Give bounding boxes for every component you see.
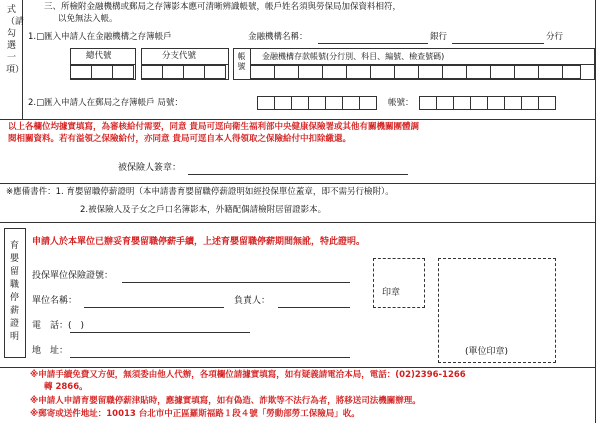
option2-label[interactable]: 2.□匯入申請人在郵局之存簿帳戶 局號： xyxy=(28,98,183,108)
divider xyxy=(0,119,596,120)
consent-notice-cont: 閱相關資料。若有溢領之保險給付，亦同意 貴局可逕自本人得領取之保險給付中扣除繳還。 xyxy=(8,134,351,144)
insurance-no-label: 投保單位保險證號： xyxy=(32,271,114,281)
method-vertical-label: 式（請勾選一項） xyxy=(6,5,25,75)
address-label: 地 址： xyxy=(32,346,69,356)
footer-note-3: ※郵寄或送件地址：10013 台北市中正區羅斯福路１段４號「勞動部勞工保險局」收。 xyxy=(30,409,360,419)
certificate-vertical-label: 育嬰留職停薪證明 xyxy=(9,241,19,342)
divider xyxy=(0,222,596,223)
account-input[interactable] xyxy=(251,65,581,79)
person-in-charge-label: 負責人： xyxy=(234,296,271,306)
footer-note-2: ※申請人申請育嬰留職停薪津貼時，應據實填寫，如有偽造、詐欺等不法行為者，將移送司法機關辦理。 xyxy=(30,396,421,406)
certificate-statement: 申請人於本單位已辦妥育嬰留職停薪手續，上述育嬰留職停薪期間無訛，特此證明。 xyxy=(32,237,366,247)
bank-name-field[interactable] xyxy=(318,43,428,44)
head-office-code-input[interactable] xyxy=(71,65,134,79)
item3-text-cont: 以免無法入帳。 xyxy=(58,14,118,24)
responsible-stamp-box[interactable] xyxy=(373,258,425,308)
consent-notice: 以上各欄位均據實填寫，為審核給付需要，同意 貴局可逕向衛生福利部中央健康保險署或其他有關機關團體調 xyxy=(8,122,419,132)
unit-name-label: 單位名稱： xyxy=(32,296,78,306)
branch-code-label: 分支代號 xyxy=(162,51,197,61)
divider xyxy=(0,367,596,368)
branch-name-field[interactable] xyxy=(452,43,544,44)
unit-name-field[interactable] xyxy=(84,307,224,308)
post-account-input[interactable] xyxy=(420,96,556,110)
head-office-code-label: 總代號 xyxy=(86,51,112,61)
attachments-item2: 2.被保險人及子女之戶口名簿影本，外籍配偶請檢附居留證影本。 xyxy=(80,205,327,215)
divider xyxy=(0,183,596,184)
attachments-title: ※應備書件：1. 育嬰留職停薪證明（本申請書育嬰留職停薪證明如經投保單位蓋章，即不需另行檢附）。 xyxy=(6,187,394,197)
post-office-no-input[interactable] xyxy=(258,96,377,110)
person-in-charge-field[interactable] xyxy=(278,307,350,308)
insured-signature-label: 被保險人簽章： xyxy=(118,163,182,173)
insured-signature-field[interactable] xyxy=(188,174,408,175)
footer-note-1-cont: 轉 2866。 xyxy=(44,382,88,392)
phone-field[interactable] xyxy=(70,332,250,333)
insurance-no-field[interactable] xyxy=(122,282,350,283)
right-border xyxy=(595,0,596,423)
footer-note-1: ※申請手續免費又方便，無須委由他人代辦，各項欄位請據實填寫，如有疑義請電洽本局，電話：(02)2396-1266 xyxy=(30,370,466,380)
phone-label: 電 話：( ) xyxy=(32,321,85,331)
unit-stamp-label: (單位印章) xyxy=(465,347,509,357)
account-vertical-label: 帳號 xyxy=(237,52,246,71)
item3-text: 三、所檢附金融機構或郵局之存簿影本應可清晰辨識帳號，帳戶姓名須與勞保局加保資料相符， xyxy=(44,2,402,12)
stamp-label: 印章 xyxy=(382,288,401,298)
option1-label[interactable]: 1.□匯入申請人在金融機構之存簿帳戶 xyxy=(28,32,172,42)
bank-name-label: 金融機構名稱： xyxy=(248,32,308,42)
address-field[interactable] xyxy=(70,357,350,358)
account-caption: 金融機構存款帳號(分行別、科目、編號、檢查號碼) xyxy=(262,52,445,61)
branch-code-input[interactable] xyxy=(142,65,226,79)
bank-suffix: 銀行 xyxy=(430,32,448,42)
branch-suffix: 分行 xyxy=(546,32,564,42)
post-account-label: 帳號： xyxy=(388,98,414,108)
